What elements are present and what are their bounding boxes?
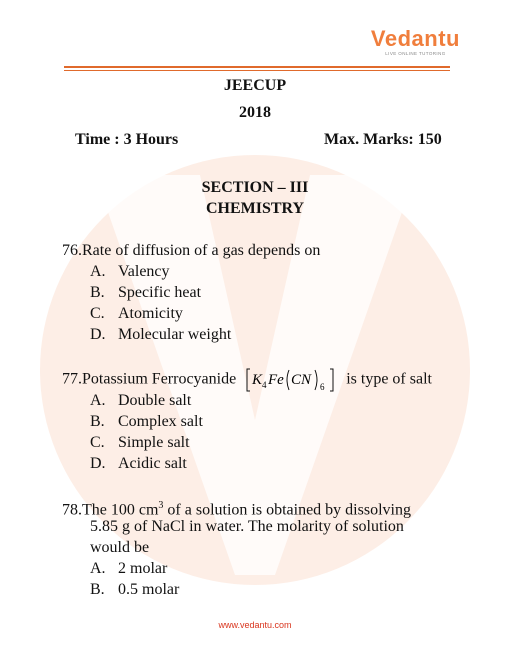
option-letter: A. <box>90 560 106 577</box>
option-letter: B. <box>90 413 105 430</box>
option-letter: C. <box>90 305 105 322</box>
question-78-stem-line-2: 5.85 g of NaCl in water. The molarity of solution <box>90 518 404 535</box>
section-subject: CHEMISTRY <box>205 200 305 217</box>
cm-cubed-superscript: 3 <box>158 500 164 511</box>
question-77-stem-start: 77.Potassium Ferrocyanide <box>62 370 237 388</box>
option-text: Valency <box>118 263 170 280</box>
header-rule <box>64 66 450 68</box>
formula-fe: Fe <box>268 372 285 388</box>
option-letter: C. <box>90 434 105 451</box>
option-letter: D. <box>90 455 106 472</box>
question-78-stem-line-3: would be <box>90 539 150 556</box>
option-text: Atomicity <box>118 305 183 322</box>
question-78-stem-a: 78.The 100 cm <box>62 501 159 519</box>
footer-url[interactable]: www.vedantu.com <box>218 620 292 630</box>
header-rule-thin <box>64 70 450 71</box>
formula-k: K <box>252 372 263 388</box>
section-number: SECTION – III <box>201 179 309 196</box>
exam-time: Time : 3 Hours <box>75 131 179 148</box>
exam-max-marks: Max. Marks: 150 <box>324 131 442 148</box>
option-letter: B. <box>90 581 105 598</box>
question-77-stem-end: is type of salt <box>346 370 432 388</box>
option-text: Simple salt <box>118 434 190 451</box>
option-text: Molecular weight <box>118 326 232 343</box>
option-text: 0.5 molar <box>118 581 180 598</box>
exam-year: 2018 <box>239 104 271 121</box>
logo-wordmark: Vedantu <box>370 26 460 51</box>
option-letter: A. <box>90 263 106 280</box>
option-letter: D. <box>90 326 106 343</box>
formula-cn-subscript: 6 <box>320 382 325 392</box>
formula-cn: CN <box>291 372 312 388</box>
option-letter: A. <box>90 392 106 409</box>
formula-k-subscript: 4 <box>262 380 267 390</box>
option-text: 2 molar <box>118 560 168 577</box>
vedantu-logo <box>371 28 460 56</box>
question-76-stem: 76.Rate of diffusion of a gas depends on <box>62 242 321 259</box>
option-text: Specific heat <box>118 284 202 301</box>
exam-title: JEECUP <box>223 77 287 94</box>
question-78-stem-b: of a solution is obtained by dissolving <box>163 501 411 519</box>
logo-tagline: LIVE ONLINE TUTORING <box>385 51 446 56</box>
formula-k4fecn6 <box>244 366 338 394</box>
option-text: Acidic salt <box>118 455 187 472</box>
option-text: Complex salt <box>118 413 203 430</box>
option-text: Double salt <box>118 392 192 409</box>
option-letter: B. <box>90 284 105 301</box>
